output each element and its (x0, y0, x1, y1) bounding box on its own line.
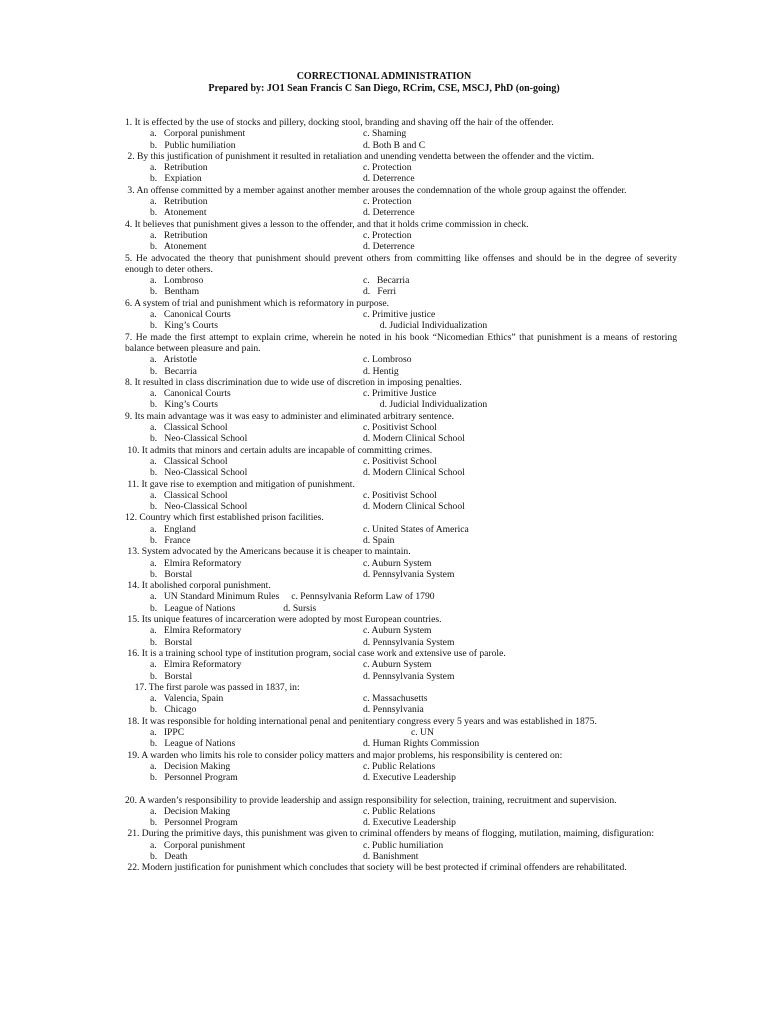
question-stem: 1. It is effected by the use of stocks and pillery, docking stool, branding and shaving off the hair of the offender. (125, 117, 554, 128)
choice-row (125, 320, 677, 331)
choice-left: a. Elmira Reformatory (150, 659, 242, 671)
choice-left: a. Classical School (150, 455, 228, 467)
question-stem: 8. It resulted in class discrimination due to wide use of discretion in imposing penalties. (125, 376, 462, 388)
question-item (125, 648, 677, 682)
choice-right: c. Positivist School (363, 489, 437, 501)
choice-left: a. Corporal punishment (150, 128, 246, 140)
choice-row (125, 817, 677, 828)
choice-row (125, 738, 677, 749)
question-item (125, 682, 677, 716)
choice-row (125, 399, 677, 410)
question-item (125, 795, 677, 829)
choice-row (125, 840, 677, 851)
question-stem: 13. System advocated by the Americans because it is cheaper to maintain. (125, 546, 411, 558)
question-item (125, 298, 677, 332)
choice-right: c. Auburn System (363, 557, 432, 569)
choice-right: d. Ferri (363, 286, 397, 298)
choice-row (125, 659, 677, 670)
question-item (125, 750, 677, 784)
question-stem: 22. Modern justification for punishment which concludes that society will be best protected if criminal offenders are rehabilitated. (125, 862, 627, 874)
question-item (125, 377, 677, 411)
choice-row (125, 275, 677, 286)
choice-left: b. Neo-Classical School (150, 467, 248, 479)
choice-right: d. Banishment (363, 851, 419, 862)
choice-row (125, 671, 677, 682)
document-title: CORRECTIONAL ADMINISTRATION (296, 71, 472, 82)
question-stem: 17. The first parole was passed in 1837, in: (125, 681, 300, 693)
choice-right: c. Positivist School (363, 422, 437, 434)
choice-row (125, 241, 677, 252)
choice-row (125, 625, 677, 636)
choice-row (125, 456, 677, 467)
choice-row (125, 727, 677, 738)
choice-left: a. Canonical Courts (150, 309, 231, 321)
question-item (125, 479, 677, 513)
choice-row (125, 433, 677, 444)
choice-left: a. Retribution (150, 162, 208, 174)
choice-row (125, 501, 677, 512)
choice-right: c. Becarria (363, 275, 410, 287)
choice-row (125, 366, 677, 377)
choice-left: a. Corporal punishment (150, 839, 246, 851)
choice-right: d. Both B and C (363, 139, 426, 151)
choice-left: b. Becarria (150, 365, 197, 377)
question-stem: 21. During the primitive days, this punishment was given to criminal offenders by means of flogging, mutilation, maiming, disfiguration: (125, 828, 655, 840)
choice-left: b. Chicago (150, 704, 197, 716)
question-stem: 19. A warden who limits his role to consider policy matters and major problems, his responsibility is centered on: (125, 749, 563, 761)
choice-right: c. Public humiliation (363, 839, 444, 851)
choice-left: b. Public humiliation (150, 139, 236, 151)
question-stem: 11. It gave rise to exemption and mitigation of punishment. (125, 478, 355, 490)
choice-right: c. Shaming (363, 128, 407, 140)
question-item (125, 219, 677, 253)
choice-right: d. Deterrence (363, 207, 415, 219)
choice-right: c. Protection (363, 229, 412, 241)
question-stem: 4. It believes that punishment gives a lesson to the offender, and that it holds crime commission in check. (125, 218, 529, 230)
choice-row (125, 806, 677, 817)
choice-right: c. Primitive justice (363, 309, 436, 321)
question-stem: 9. Its main advantage was it was easy to administer and eliminated arbitrary sentence. (125, 410, 455, 422)
choice-right: d. Judicial Individualization (363, 399, 488, 411)
choice-left: b. France (150, 534, 191, 546)
choice-row (125, 207, 677, 218)
choice-left: a. Classical School (150, 489, 228, 501)
question-item (125, 185, 677, 219)
choice-left: b. King’s Courts (150, 320, 218, 332)
question-item (125, 546, 677, 580)
choice-left: a. Aristotle (150, 354, 197, 366)
question-stem: 20. A warden’s responsibility to provide leadership and assign responsibility for selection, training, recruitment and supervision. (125, 794, 617, 806)
question-item (125, 716, 677, 750)
choice-right: c. Public Relations (363, 760, 436, 772)
choice-right: c. Lombroso (363, 354, 412, 366)
choice-right: d. Spain (363, 534, 395, 546)
choice-row (125, 422, 677, 433)
question-item (125, 862, 677, 873)
question-spacer (125, 784, 677, 795)
choice-left: b. League of Nations (150, 738, 236, 750)
choice-right: c. Protection (363, 162, 412, 174)
choice-left: a. Retribution (150, 229, 208, 241)
choice-left: a. England (150, 523, 196, 535)
document-subtitle: Prepared by: JO1 Sean Francis C San Diego, RCrim, CSE, MSCJ, PhD (on-going) (208, 83, 560, 94)
question-item (125, 614, 677, 648)
choice-left: b. Neo-Classical School (150, 501, 248, 513)
choice-row (125, 162, 677, 173)
choice-left: a. Canonical Courts (150, 388, 231, 400)
choice-right: d. Pennsylvania System (363, 568, 455, 580)
question-stem: 14. It abolished corporal punishment. (125, 580, 271, 592)
choice-right: c. Auburn System (363, 659, 432, 671)
choice-right: c. UN (363, 727, 434, 739)
choice-row (125, 230, 677, 241)
choice-right: d. Deterrence (363, 241, 415, 253)
question-item (125, 512, 677, 546)
question-stem: 10. It admits that minors and certain adults are incapable of committing crimes. (125, 444, 433, 456)
choice-left: a. IPPC (150, 727, 185, 739)
choice-left: b. Expiation (150, 173, 202, 185)
choice-left: b. Death (150, 851, 188, 862)
question-stem: 6. A system of trial and punishment which is reformatory in purpose. (125, 297, 390, 309)
choice-right: c. Auburn System (363, 625, 432, 637)
choice-right: d. Deterrence (363, 173, 415, 185)
choice-right: d. Executive Leadership (363, 772, 456, 784)
question-item (125, 331, 680, 377)
choice-row (125, 128, 677, 139)
choice-row (125, 569, 677, 580)
choice-left: a. Decision Making (150, 760, 231, 772)
choice-row (125, 140, 677, 151)
choice-right: c. Massachusetts (363, 693, 428, 705)
choice-left: a. Retribution (150, 196, 208, 208)
choice-right: c. Protection (363, 196, 412, 208)
choice-right (316, 603, 677, 614)
question-item (125, 580, 677, 614)
choice-row (125, 524, 677, 535)
choice-left: b. Bentham (150, 286, 200, 298)
choice-row (125, 173, 677, 184)
choice-right: d. Modern Clinical School (363, 467, 465, 479)
question-item (125, 252, 680, 298)
question-stem: 16. It is a training school type of institution program, social case work and extensive use of parole. (125, 647, 506, 659)
choice-row (125, 761, 677, 772)
choice-left: b. Borstal (150, 568, 193, 580)
choice-row (125, 388, 677, 399)
choice-left: a. Lombroso (150, 275, 204, 287)
choice-left: b. Atonement (150, 207, 207, 219)
choice-left: b. Personnel Program (150, 817, 238, 829)
question-stem: 3. An offense committed by a member against another member arouses the condemnation of the whole group against the offender. (125, 184, 627, 196)
choice-right: d. Modern Clinical School (363, 501, 465, 513)
choice-row (125, 603, 677, 614)
question-item (125, 828, 677, 862)
choice-row (125, 637, 677, 648)
choice-left: b. Atonement (150, 241, 207, 253)
question-item (125, 117, 677, 151)
choice-row (125, 467, 677, 478)
choice-right (435, 591, 677, 602)
choice-right: c. Primitive Justice (363, 388, 437, 400)
choice-left: b. Borstal (150, 670, 193, 682)
choice-right: d. Pennsylvania System (363, 636, 455, 648)
choice-row (125, 286, 677, 297)
choice-right: c. Positivist School (363, 455, 437, 467)
choice-left: a. Classical School (150, 422, 228, 434)
choice-left: b. Neo-Classical School (150, 433, 248, 445)
question-item (125, 445, 677, 479)
choice-row (125, 309, 677, 320)
question-stem: 18. It was responsible for holding international penal and penitentiary congress every 5 years and was established in 1875. (125, 715, 597, 727)
choice-right: d. Modern Clinical School (363, 433, 465, 445)
question-stem: 2. By this justification of punishment it resulted in retaliation and unending vendetta between the offender and the victim. (125, 150, 595, 162)
question-list (125, 117, 680, 874)
choice-row (125, 704, 677, 715)
choice-right: c. United States of America (363, 523, 469, 535)
choice-right: d. Pennsylvania System (363, 670, 455, 682)
choice-row (125, 490, 677, 501)
choice-left: b. Borstal (150, 636, 193, 648)
choice-row (125, 354, 677, 365)
choice-left: a. Elmira Reformatory (150, 625, 242, 637)
choice-left: a. Valencia, Spain (150, 693, 224, 705)
choice-right: d. Human Rights Commission (363, 738, 480, 750)
question-stem: 5. He advocated the theory that punishment should prevent others from committing like offenses and should be in the degree of severity enough to deter others. (125, 252, 680, 275)
choice-row (125, 196, 677, 207)
choice-row (125, 558, 677, 569)
choice-row (125, 591, 677, 602)
choice-left: b. League of Nations d. Sursis (150, 602, 317, 614)
question-item (125, 411, 677, 445)
choice-right: d. Pennsylvania (363, 704, 424, 716)
choice-right: c. Public Relations (363, 805, 436, 817)
choice-right: d. Executive Leadership (363, 817, 456, 829)
choice-row (125, 535, 677, 546)
choice-row (125, 851, 677, 862)
choice-left: b. Personnel Program (150, 772, 238, 784)
choice-left: b. King’s Courts (150, 399, 218, 411)
question-item (125, 151, 677, 185)
choice-left: a. UN Standard Minimum Rules c. Pennsylvania Reform Law of 1790 (150, 591, 435, 603)
choice-right: d. Judicial Individualization (363, 320, 488, 332)
question-stem: 7. He made the first attempt to explain crime, wherein he noted in his book “Nicomedian Ethics” that punishment is a means of restoring balance between pleasure and pain. (125, 331, 680, 354)
question-stem: 12. Country which first established prison facilities. (125, 512, 324, 524)
document-header (0, 71, 768, 95)
choice-row (125, 772, 677, 783)
choice-left: a. Elmira Reformatory (150, 557, 242, 569)
choice-left: a. Decision Making (150, 805, 231, 817)
choice-row (125, 693, 677, 704)
question-stem: 15. Its unique features of incarceration were adopted by most European countries. (125, 614, 442, 626)
choice-right: d. Hentig (363, 365, 399, 377)
